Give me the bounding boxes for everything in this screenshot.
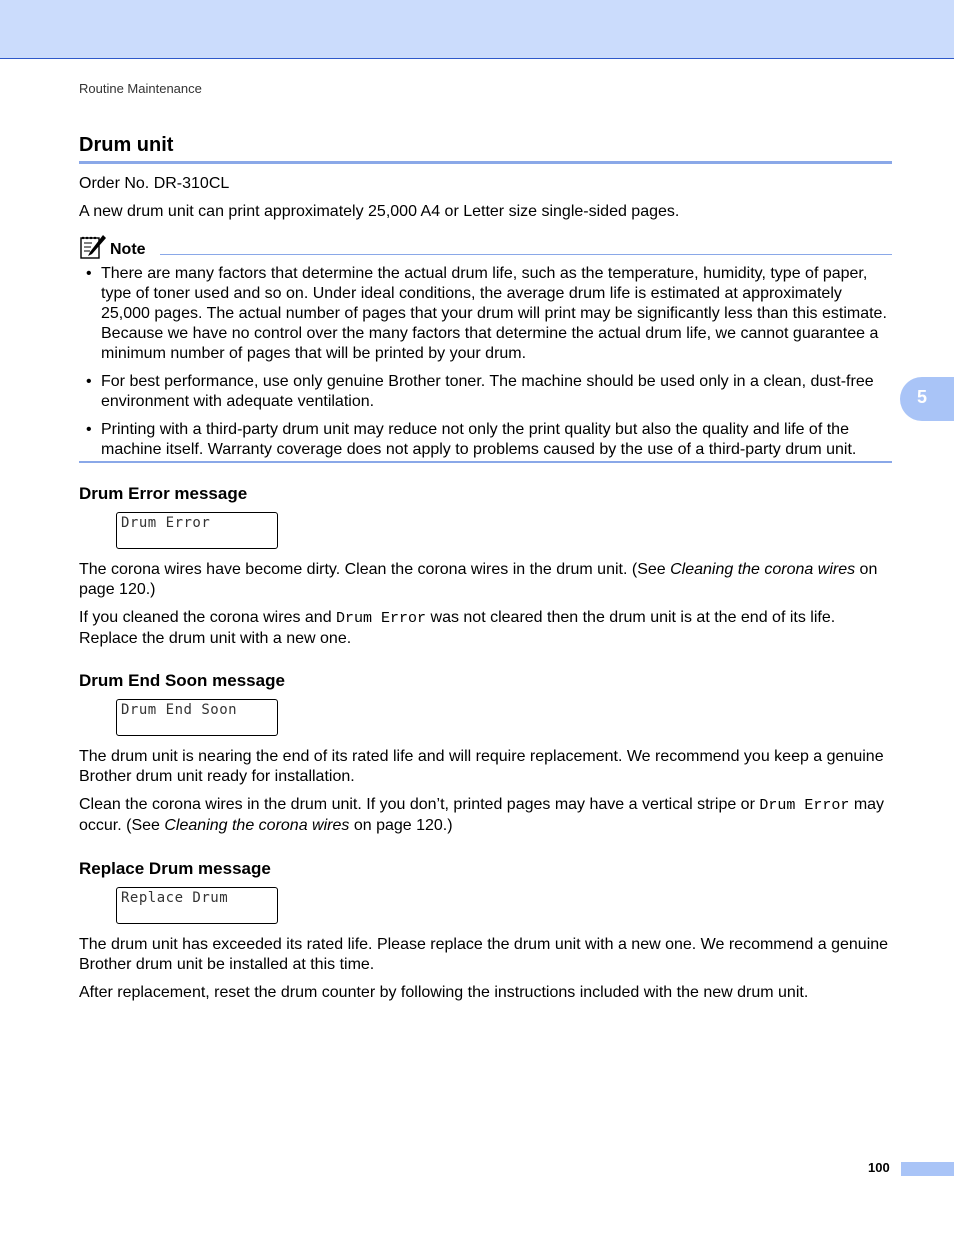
note-item: • For best performance, use only genuine Brother toner. The machine should be used only in a clean, dust-free environment with adequate ventilation. bbox=[79, 372, 892, 412]
drum-end-soon-paragraph-2: Clean the corona wires in the drum unit. If you don’t, printed pages may have a vertical stripe or Drum Error may occur. (See Cleaning the corona wires on page 120.) bbox=[79, 796, 885, 834]
drum-life-text: A new drum unit can print approximately 25,000 A4 or Letter size single-sided pages. bbox=[79, 203, 680, 220]
page-content bbox=[79, 133, 892, 1003]
page-number: 100 bbox=[868, 1160, 890, 1175]
note-item: • Printing with a third-party drum unit may reduce not only the print quality but also the quality and life of the machine itself. Warranty coverage does not apply to problems caused by the use of a third-party drum unit. bbox=[79, 420, 892, 460]
lcd-replace-drum bbox=[116, 887, 278, 924]
drum-error-paragraph-2: If you cleaned the corona wires and Drum Error was not cleared then the drum unit is at the end of its life. Replace the drum unit with a new one. bbox=[79, 609, 836, 647]
lcd-message-code: Drum Error bbox=[336, 610, 427, 627]
replace-drum-paragraph-2: After replacement, reset the drum counter by following the instructions included with the new drum unit. bbox=[79, 984, 809, 1001]
cross-reference: Cleaning the corona wires bbox=[670, 561, 856, 578]
page-number-bar bbox=[901, 1162, 954, 1176]
note-bottom-rule bbox=[79, 461, 892, 463]
lcd-text: Drum End Soon bbox=[121, 702, 238, 718]
drum-end-soon-paragraph-1: The drum unit is nearing the end of its rated life and will require replacement. We recommend you keep a genuine Brother drum unit ready for installation. bbox=[79, 748, 884, 785]
lcd-text: Drum Error bbox=[121, 515, 211, 531]
note-list bbox=[79, 264, 892, 460]
lcd-message-code: Drum Error bbox=[759, 797, 850, 814]
section-title: Drum unit bbox=[79, 133, 892, 164]
note-pencil-icon bbox=[79, 234, 107, 260]
note-item: • There are many factors that determine the actual drum life, such as the temperature, humidity, type of paper, type of toner used and so on. Under ideal conditions, the average drum life is estimated at approximately 25,000 pages. The actual number of pages that your drum will print may be significantly less than this estimate. Because we have no control over the many factors that determine the actual drum life, we cannot guarantee a minimum number of pages that will be printed by your drum. bbox=[79, 264, 892, 364]
top-header-band bbox=[0, 0, 954, 59]
drum-end-soon-heading: Drum End Soon message bbox=[79, 671, 285, 690]
chapter-tab bbox=[900, 377, 954, 421]
order-number: Order No. DR-310CL bbox=[79, 175, 230, 192]
drum-error-paragraph-1: The corona wires have become dirty. Clean the corona wires in the drum unit. (See Cleaning the corona wires on page 120.) bbox=[79, 561, 878, 598]
cross-reference: Cleaning the corona wires bbox=[164, 817, 350, 834]
note-rule bbox=[160, 254, 892, 255]
note-header bbox=[79, 234, 892, 260]
replace-drum-heading: Replace Drum message bbox=[79, 859, 271, 878]
replace-drum-paragraph-1: The drum unit has exceeded its rated life. Please replace the drum unit with a new one. We recommend a genuine Brother drum unit be installed at this time. bbox=[79, 936, 889, 973]
running-head: Routine Maintenance bbox=[79, 81, 202, 96]
chapter-number: 5 bbox=[917, 387, 928, 407]
lcd-text: Replace Drum bbox=[121, 890, 229, 906]
note-box bbox=[79, 234, 892, 463]
lcd-drum-end-soon bbox=[116, 699, 278, 736]
note-label: Note bbox=[110, 241, 146, 258]
lcd-drum-error bbox=[116, 512, 278, 549]
drum-error-heading: Drum Error message bbox=[79, 484, 248, 503]
